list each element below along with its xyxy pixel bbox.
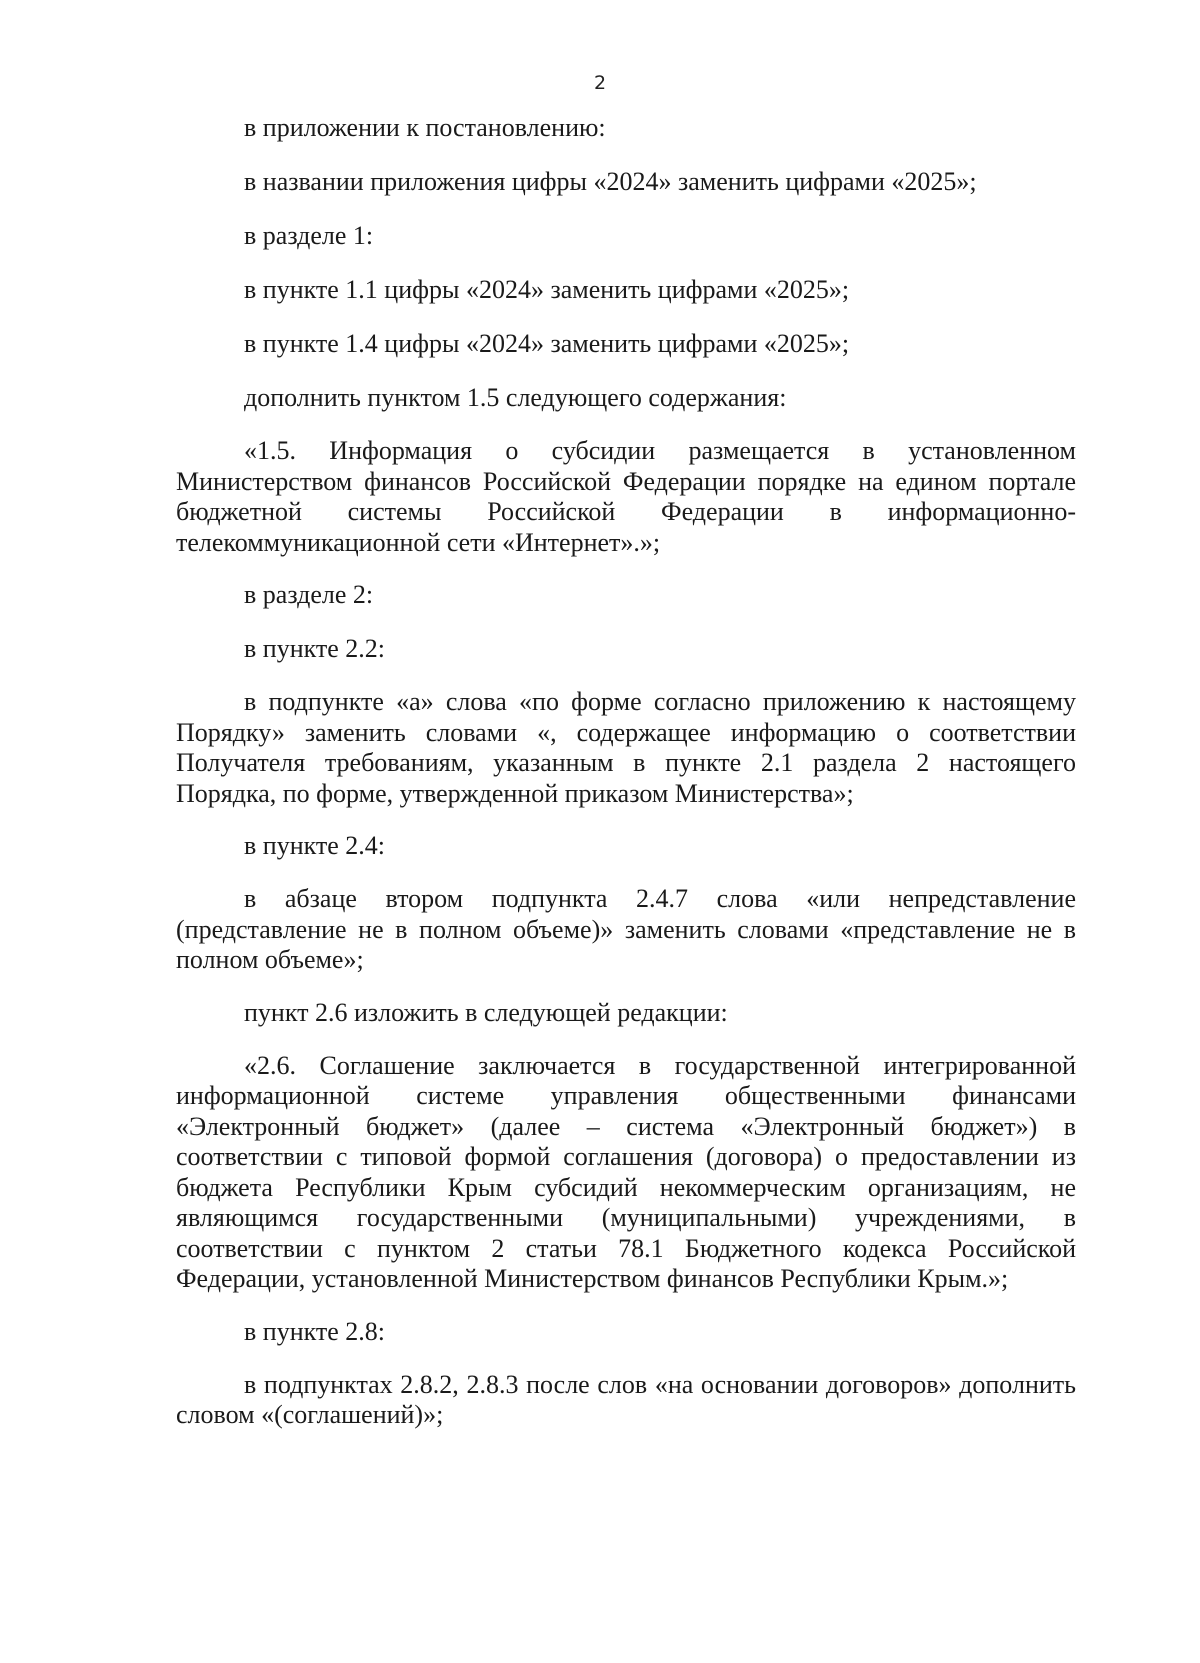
page-number: 2 (593, 72, 607, 94)
paragraph-appendix-intro: в приложении к постановлению: (244, 113, 606, 142)
paragraph-add-item-1-5: дополнить пунктом 1.5 следующего содержания: (244, 383, 787, 412)
paragraph-item-1-1: в пункте 1.1 цифры «2024» заменить цифрами «2025»; (244, 275, 850, 304)
paragraph-item-1-5-text: «1.5. Информация о субсидии размещается в установленном Министерством финансов Российской Федерации порядке на едином портале бюджетной системы Российской Федерации в информационно-телекоммуникационной сети «Интернет».»; (176, 436, 1076, 557)
paragraph-section-1: в разделе 1: (244, 221, 374, 250)
paragraph-subitem-2-4-7: в абзаце втором подпункта 2.4.7 слова «или непредставление (представление не в полном объеме)» заменить словами «представление не в полном объеме»; (176, 884, 1076, 974)
paragraph-item-2-2: в пункте 2.2: (244, 634, 386, 663)
paragraph-appendix-title: в названии приложения цифры «2024» заменить цифрами «2025»; (244, 167, 977, 196)
paragraph-subitem-a: в подпункте «а» слова «по форме согласно приложению к настоящему Порядку» заменить словами «, содержащее информацию о соответствии Получателя требованиям, указанным в пункте 2.1 раздела 2 настоящего Порядка, по форме, утвержденной приказом Министерства»; (176, 687, 1076, 808)
paragraph-item-2-6-text: «2.6. Соглашение заключается в государственной интегрированной информационной системе управления общественными финансами «Электронный бюджет» (далее – система «Электронный бюджет») в соответствии с типовой формой соглашения (договора) о предоставлении из бюджета Республики Крым субсидий некоммерческим организациям, не являющимся государственными (муниципальными) учреждениями, в соответствии с пунктом 2 статьи 78.1 Бюджетного кодекса Российской Федерации, установленной Министерством финансов Республики Крым.»; (176, 1050, 1076, 1293)
paragraph-item-2-8: в пункте 2.8: (244, 1316, 386, 1346)
paragraph-subitems-2-8-2-3: в подпунктах 2.8.2, 2.8.3 после слов «на основании договоров» дополнить словом «(соглашений)»; (176, 1369, 1076, 1429)
paragraph-item-2-6-intro: пункт 2.6 изложить в следующей редакции: (244, 997, 728, 1027)
paragraph-item-1-4: в пункте 1.4 цифры «2024» заменить цифрами «2025»; (244, 329, 850, 358)
paragraph-item-2-4: в пункте 2.4: (244, 831, 386, 860)
paragraph-section-2: в разделе 2: (244, 580, 374, 609)
document-body (176, 112, 1076, 1452)
